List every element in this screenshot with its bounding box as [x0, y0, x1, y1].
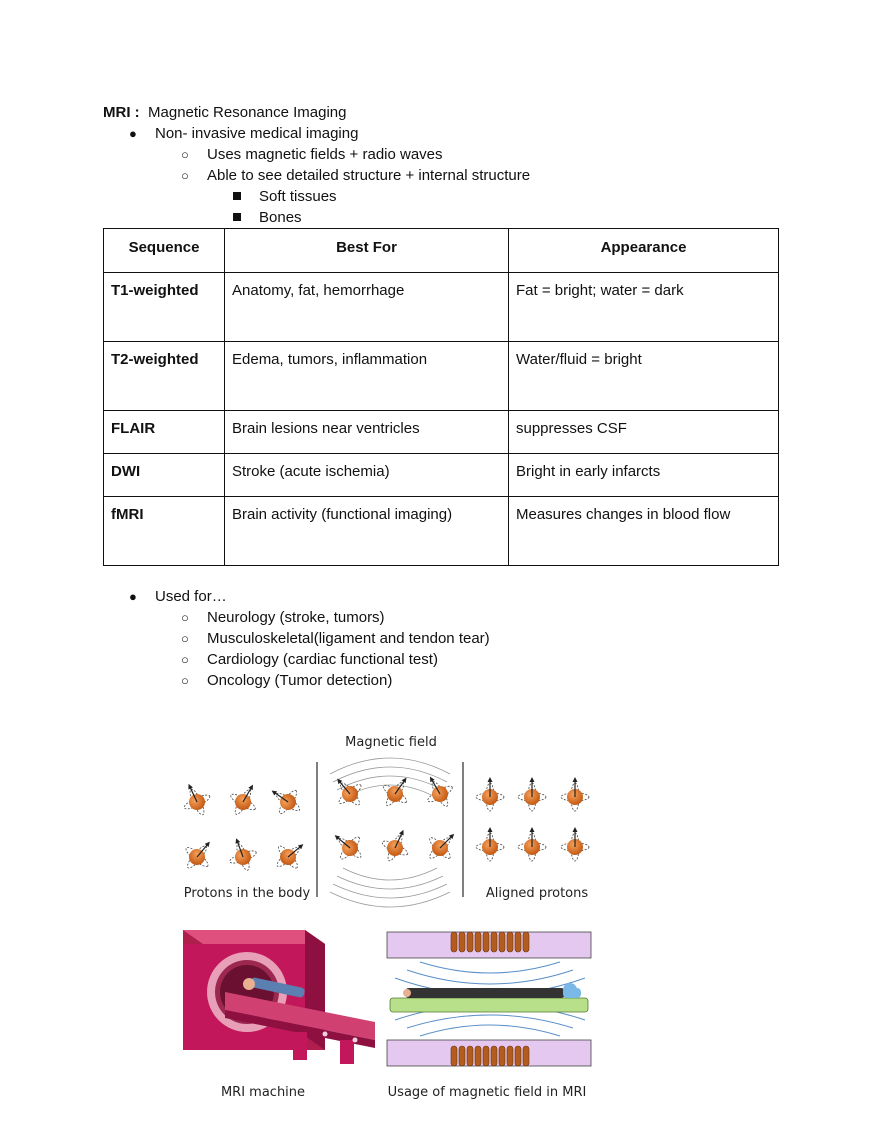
intro-point: Non- invasive medical imaging [155, 125, 359, 142]
table-row [104, 342, 779, 411]
bullet-circle: ○ [181, 610, 189, 625]
protons-in-field [326, 770, 464, 868]
cell-best-for: Stroke (acute ischemia) [225, 454, 509, 497]
cell-sequence: T1-weighted [104, 273, 225, 342]
uses-item-2: Musculoskeletal(ligament and tendon tear) [207, 630, 490, 647]
cell-sequence: fMRI [104, 497, 225, 566]
intro-sub-2: Able to see detailed structure + internal structure [207, 167, 531, 184]
bullet-dot: ● [129, 126, 137, 141]
bullet-circle: ○ [181, 168, 189, 183]
header-best-for: Best For [225, 229, 509, 273]
label-mri-machine: MRI machine [220, 1085, 306, 1100]
header-appearance: Appearance [509, 229, 779, 273]
uses-item-4: Oncology (Tumor detection) [207, 672, 393, 689]
uses-item-1: Neurology (stroke, tumors) [207, 609, 385, 626]
label-protons-body: Protons in the body [183, 886, 311, 901]
heading-definition: Magnetic Resonance Imaging [148, 104, 347, 121]
cell-appearance: Bright in early infarcts [509, 454, 779, 497]
table-row [104, 273, 779, 342]
cell-sequence: FLAIR [104, 411, 225, 454]
label-magnetic-field: Magnetic field [345, 735, 437, 750]
sequence-table [103, 228, 779, 566]
mri-illustration [175, 722, 605, 1107]
header-sequence: Sequence [104, 229, 225, 273]
heading-term: MRI : [103, 104, 140, 121]
bullet-square [233, 192, 241, 200]
bullet-square [233, 213, 241, 221]
cell-best-for: Anatomy, fat, hemorrhage [225, 273, 509, 342]
cell-best-for: Edema, tumors, inflammation [225, 342, 509, 411]
table-row [104, 411, 779, 454]
cell-best-for: Brain lesions near ventricles [225, 411, 509, 454]
uses-item-3: Cardiology (cardiac functional test) [207, 651, 438, 668]
uses-point: Used for… [155, 588, 227, 605]
table-header-row [104, 229, 779, 273]
cell-appearance: suppresses CSF [509, 411, 779, 454]
bullet-circle: ○ [181, 631, 189, 646]
mri-machine [183, 930, 375, 1064]
field-usage-diagram [387, 932, 591, 1066]
cell-best-for: Brain activity (functional imaging) [225, 497, 509, 566]
table-row [104, 454, 779, 497]
bullet-circle: ○ [181, 673, 189, 688]
intro-sub-1: Uses magnetic fields + radio waves [207, 146, 443, 163]
intro-subsub-1: Soft tissues [259, 188, 337, 205]
protons-aligned [476, 777, 589, 861]
bullet-dot: ● [129, 589, 137, 604]
mri-heading [103, 104, 346, 121]
cell-sequence: DWI [104, 454, 225, 497]
cell-appearance: Water/fluid = bright [509, 342, 779, 411]
cell-appearance: Measures changes in blood flow [509, 497, 779, 566]
table-row [104, 497, 779, 566]
intro-subsub-2: Bones [259, 209, 302, 226]
cell-sequence: T2-weighted [104, 342, 225, 411]
protons-random [176, 778, 312, 877]
label-field-usage: Usage of magnetic field in MRI [387, 1085, 587, 1100]
bullet-circle: ○ [181, 652, 189, 667]
cell-appearance: Fat = bright; water = dark [509, 273, 779, 342]
label-aligned-protons: Aligned protons [485, 886, 589, 901]
bullet-circle: ○ [181, 147, 189, 162]
